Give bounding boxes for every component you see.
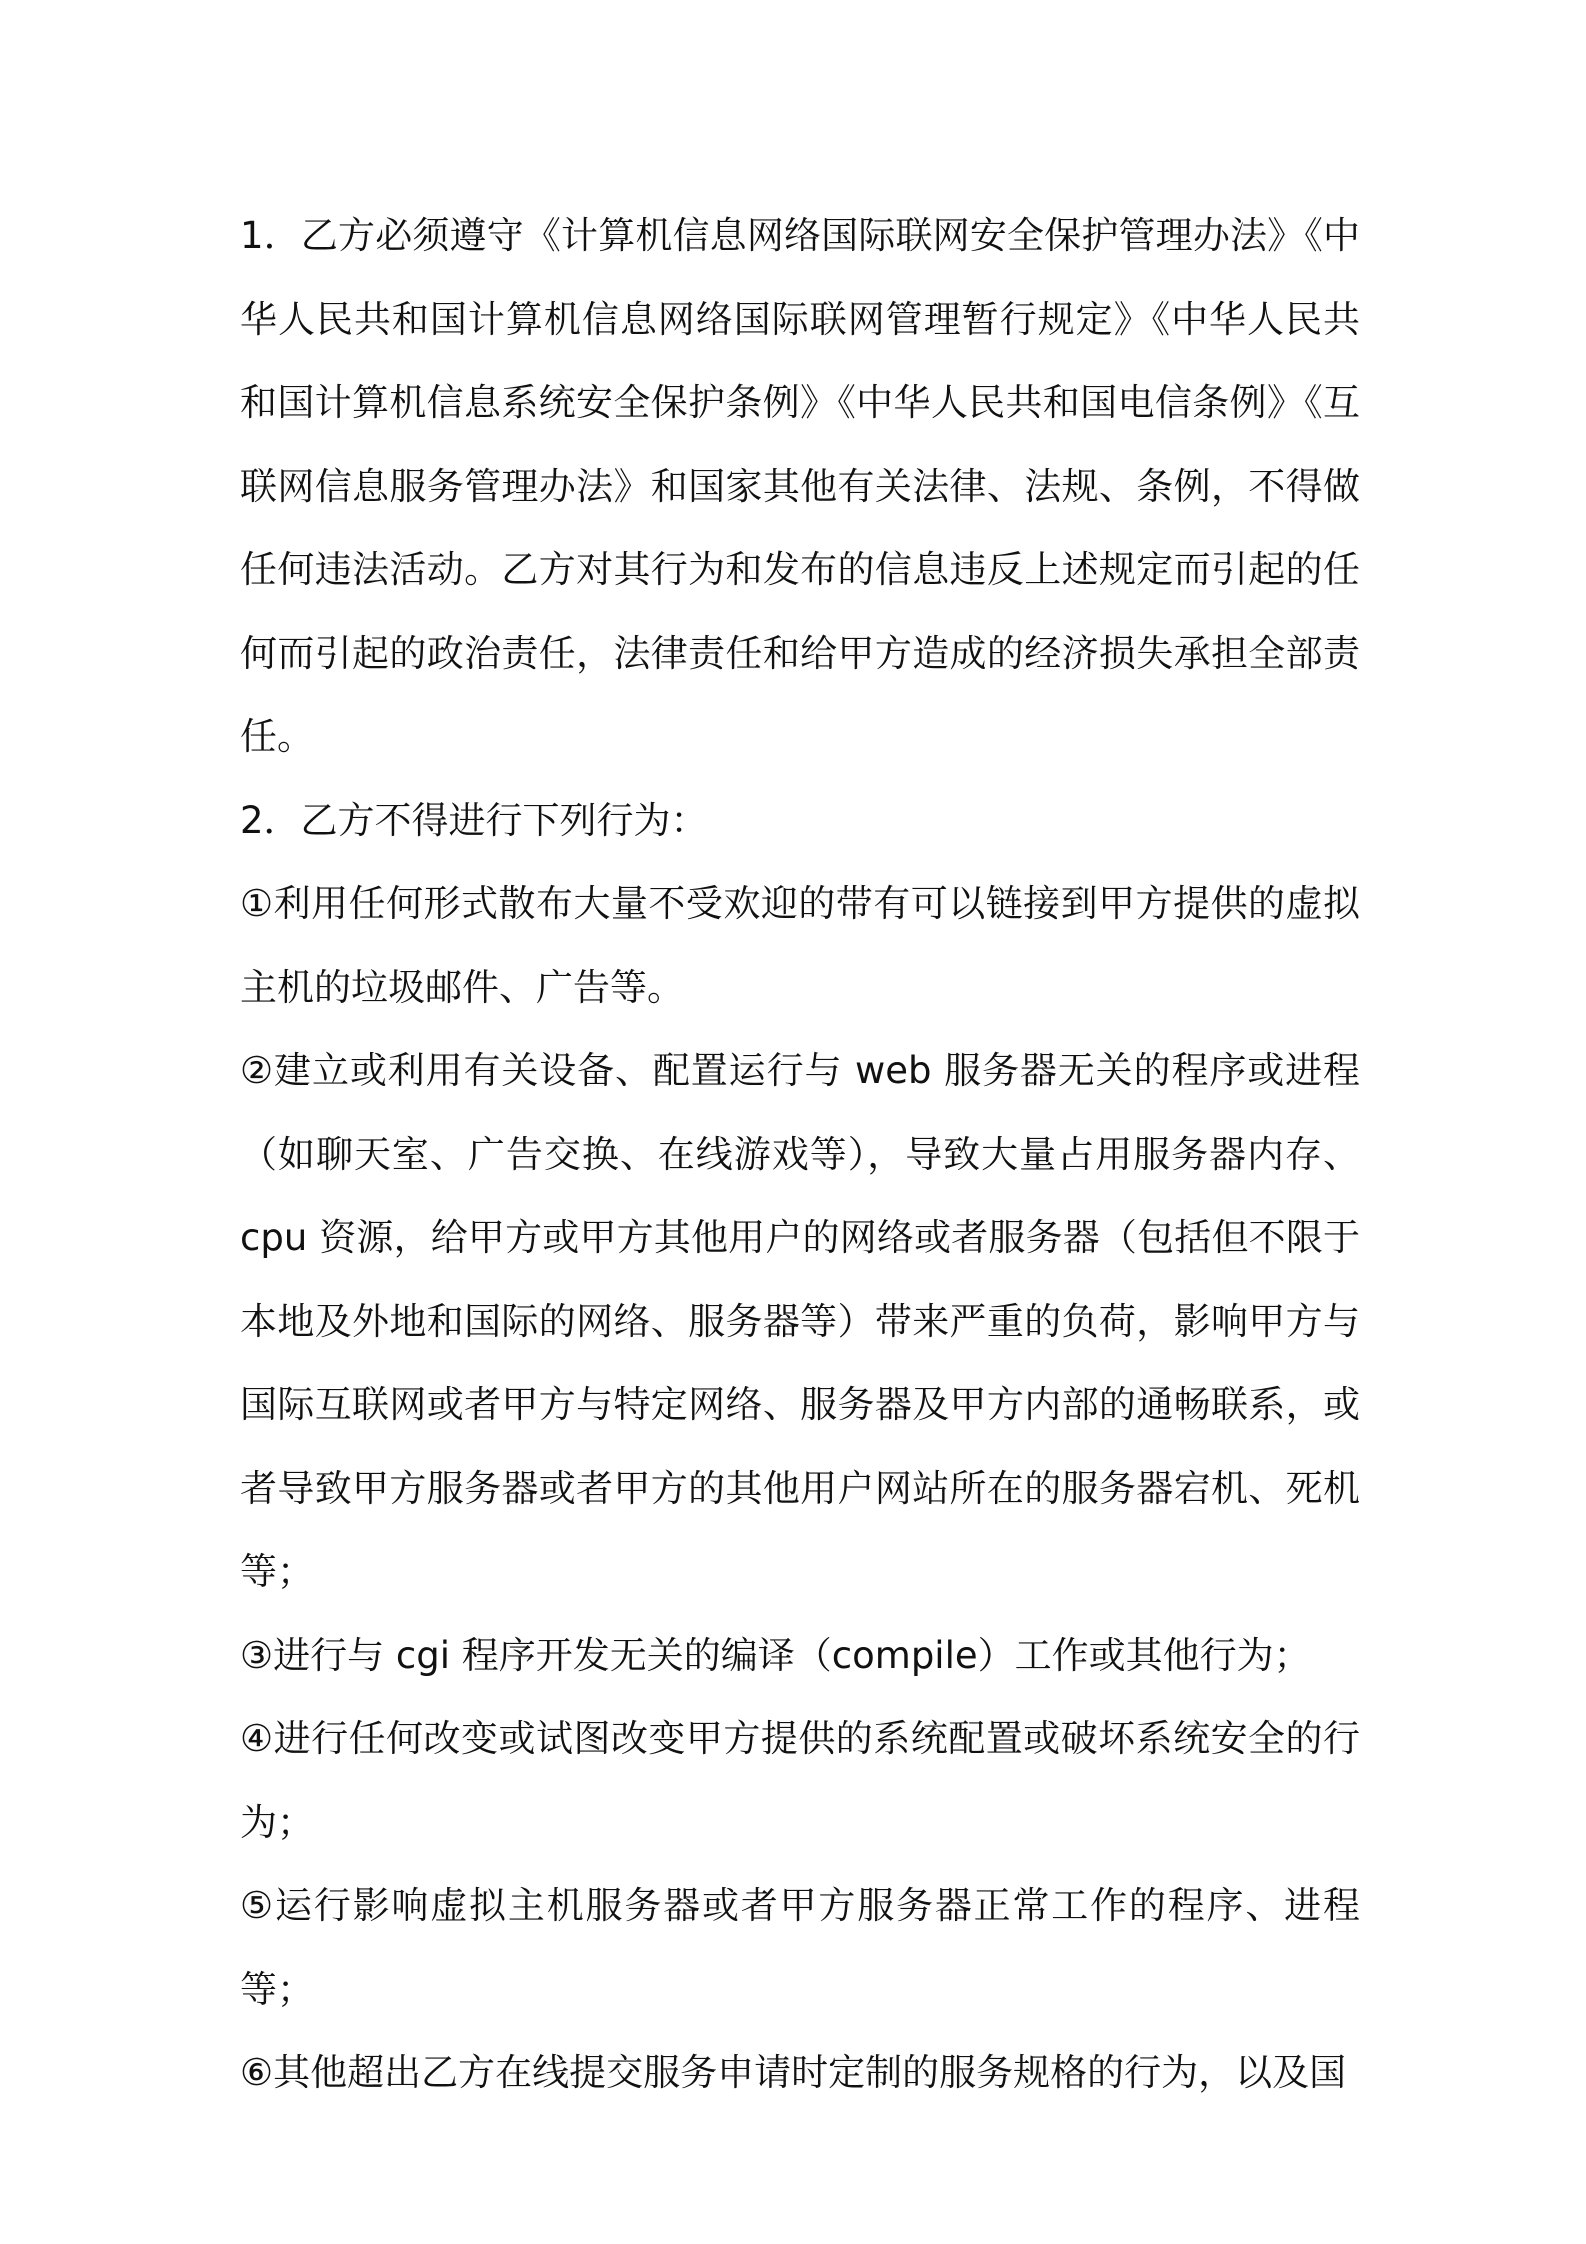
paragraph-clause-1: 1．乙方必须遵守《计算机信息网络国际联网安全保护管理办法》《中华人民共和国计算机信息网络国际联网管理暂行规定》《中华人民共和国计算机信息系统安全保护条例》《中华人民共和国电信条例》《互联网信息服务管理办法》和国家其他有关法律、法规、条例，不得做任何违法活动。乙方对其行为和发布的信息违反上述规定而引起的任何而引起的政治责任，法律责任和给甲方造成的经济损失承担全部责任。 — [240, 214, 1360, 758]
list-item-4: ④进行任何改变或试图改变甲方提供的系统配置或破坏系统安全的行为； — [240, 1717, 1360, 1844]
list-item-2: ②建立或利用有关设备、配置运行与 web 服务器无关的程序或进程（如聊天室、广告交换、在线游戏等），导致大量占用服务器内存、cpu 资源，给甲方或甲方其他用户的网络或者服务器（包括但不限于本地及外地和国际的网络、服务器等）带来严重的负荷，影响甲方与国际互联网或者甲方与特定网络、服务器及甲方内部的通畅联系，或者导致甲方服务器或者甲方的其他用户网站所在的服务器宕机、死机等； — [240, 1049, 1360, 1593]
list-item-1: ①利用任何形式散布大量不受欢迎的带有可以链接到甲方提供的虚拟主机的垃圾邮件、广告等。 — [240, 882, 1360, 1009]
list-item-5: ⑤运行影响虚拟主机服务器或者甲方服务器正常工作的程序、进程等； — [240, 1884, 1360, 2011]
paragraph-clause-2-heading: 2．乙方不得进行下列行为： — [240, 798, 708, 842]
list-item-3: ③进行与 cgi 程序开发无关的编译（compile）工作或其他行为； — [240, 1633, 1311, 1677]
list-item-6: ⑥其他超出乙方在线提交服务申请时定制的服务规格的行为，以及国 — [240, 2051, 1347, 2094]
document-body — [240, 194, 1360, 2115]
